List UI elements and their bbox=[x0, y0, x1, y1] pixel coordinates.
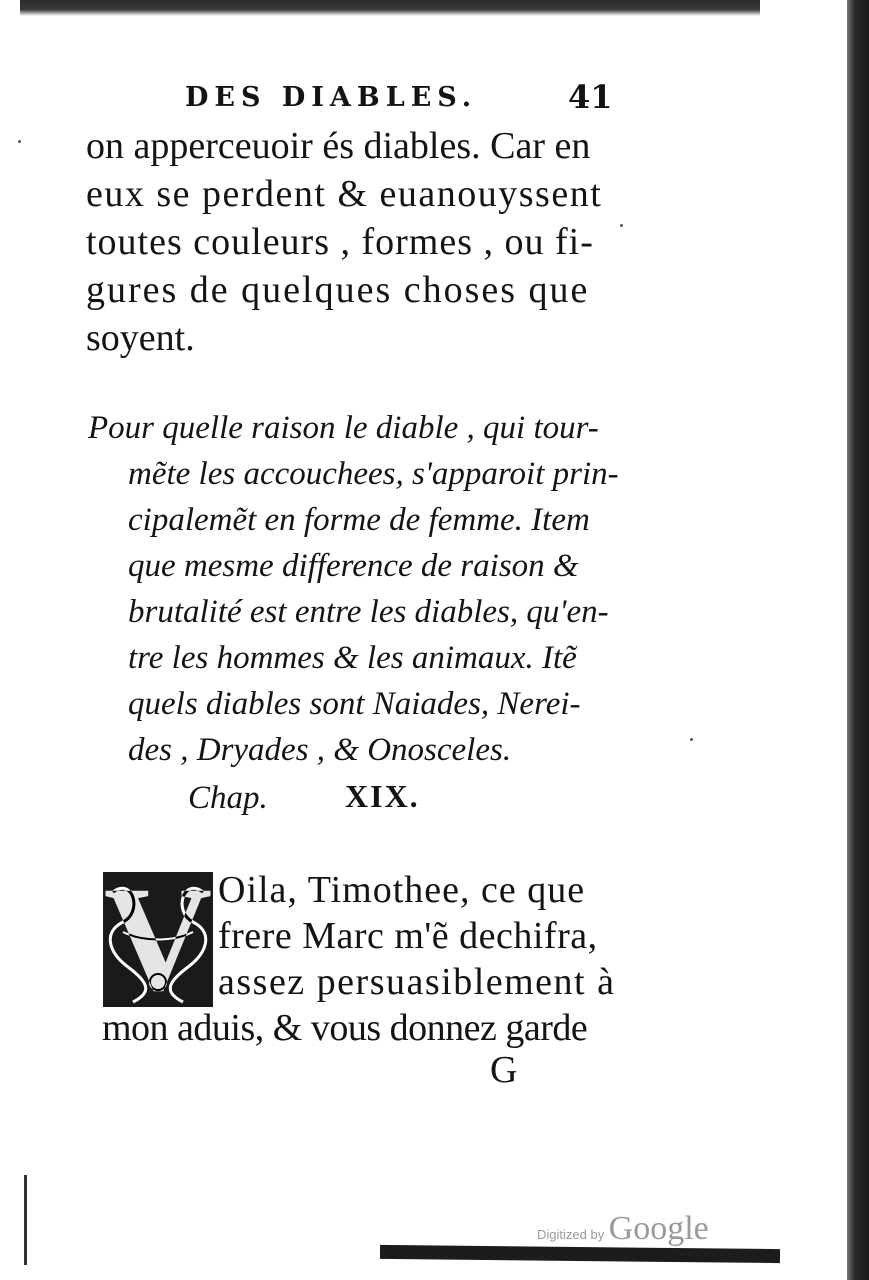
body-line: on apperceuoir és diables. Car en bbox=[86, 125, 591, 167]
signature-mark: G bbox=[490, 1049, 518, 1091]
body-line: soyent. bbox=[86, 317, 195, 359]
chapter-heading-line: des , Dryades , & Onosceles. bbox=[128, 732, 512, 768]
scan-right-edge bbox=[847, 0, 869, 1280]
speck bbox=[690, 738, 693, 741]
watermark-brand: Google bbox=[608, 1210, 709, 1247]
scan-left-mark bbox=[24, 1175, 27, 1265]
chapter-text-line: assez persuasiblement à bbox=[218, 961, 616, 1003]
speck bbox=[620, 224, 623, 227]
chapter-heading-line: cipalemẽt en forme de femme. Item bbox=[128, 502, 590, 538]
body-line: toutes couleurs , formes , ou fi- bbox=[86, 221, 594, 263]
chapter-label: Chap. bbox=[188, 780, 268, 816]
running-head: DES DIABLES. bbox=[185, 82, 478, 113]
chapter-text-line: mon aduis, & vous donnez garde bbox=[102, 1007, 588, 1049]
scan-top-edge bbox=[20, 0, 760, 16]
chapter-heading-line: Pour quelle raison le diable , qui tour- bbox=[88, 410, 599, 446]
watermark-prefix: Digitized by bbox=[537, 1227, 605, 1242]
chapter-text-line: Oila, Timothee, ce que bbox=[218, 869, 586, 911]
chapter-heading-line: que mesme difference de raison & bbox=[128, 548, 579, 584]
chapter-heading-line: quels diables sont Naiades, Nerei- bbox=[128, 686, 581, 722]
digitized-watermark bbox=[537, 1210, 709, 1248]
chapter-heading-line: mẽte les accouchees, s'apparoit prin- bbox=[128, 456, 619, 492]
chapter-number: XIX. bbox=[345, 778, 420, 814]
decorated-initial bbox=[103, 856, 213, 1022]
chapter-heading-line: tre les hommes & les animaux. Itẽ bbox=[128, 640, 577, 676]
drop-cap-letter: V bbox=[103, 856, 213, 1022]
body-line: eux se perdent & euanouyssent bbox=[86, 173, 603, 215]
chapter-text-line: frere Marc m'ẽ dechifra, bbox=[218, 915, 598, 957]
chapter-heading-line: brutalité est entre les diables, qu'en- bbox=[128, 594, 609, 630]
page-number: 41 bbox=[568, 78, 613, 116]
speck bbox=[18, 140, 21, 143]
body-line: gures de quelques choses que bbox=[86, 269, 590, 311]
